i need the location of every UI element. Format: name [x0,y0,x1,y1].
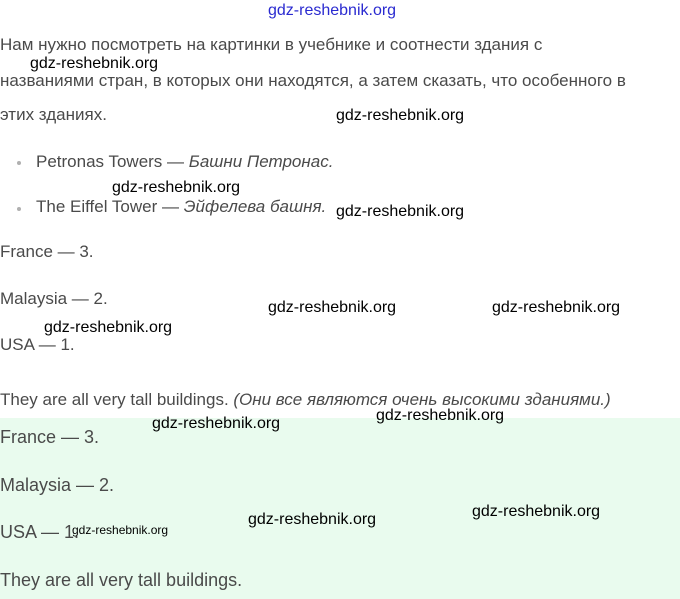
building-name-en: Petronas Towers [36,152,163,171]
bullet-dot [17,161,21,165]
intro-line-1: Нам нужно посмотреть на картинки в учебнике и соотнести здания с [0,35,543,54]
watermark: gdz-reshebnik.org [336,203,465,220]
building-name-en: The Eiffel Tower [36,197,158,216]
bullet-dot [17,207,21,211]
list-item [36,196,326,218]
intro-line-3: этих зданиях. [0,105,107,124]
building-name-ru: Эйфелева башня. [183,197,327,216]
watermark: gdz-reshebnik.org [492,299,621,316]
watermark: gdz-reshebnik.org [30,55,159,72]
summary-en: They are all very tall buildings. [0,390,234,409]
answer-summary: They are all very tall buildings. [0,570,243,590]
separator: — [157,197,184,216]
clipped-line-wrapper [0,242,680,262]
watermark: gdz-reshebnik.org [112,179,241,196]
answer-usa: USA — 1. [0,522,80,542]
watermark: gdz-reshebnik.org [248,511,377,528]
answer-france: France — 3. [0,427,100,447]
match-usa: USA — 1. [0,335,75,354]
list-item [36,151,333,173]
match-france: France — 3. [0,242,94,261]
watermark: gdz-reshebnik.org [472,503,601,520]
answer-malaysia: Malaysia — 2. [0,475,115,495]
intro-line-2: названиями стран, в которых они находятся, а затем сказать, что особенного в [0,71,626,90]
summary-line [0,389,611,411]
watermark: gdz-reshebnik.org [44,319,173,336]
building-name-ru: Башни Петронас. [188,152,334,171]
summary-ru: (Они все являются очень высокими зданиями.) [233,390,611,409]
watermark: gdz-reshebnik.org [268,299,397,316]
watermark: gdz-reshebnik.org [152,415,281,432]
match-malaysia: Malaysia — 2. [0,289,108,308]
watermark: gdz-reshebnik.org [72,523,169,537]
watermark: gdz-reshebnik.org [336,107,465,124]
watermark: gdz-reshebnik.org [376,407,505,424]
watermark: gdz-reshebnik.org [268,2,397,19]
separator: — [162,152,189,171]
